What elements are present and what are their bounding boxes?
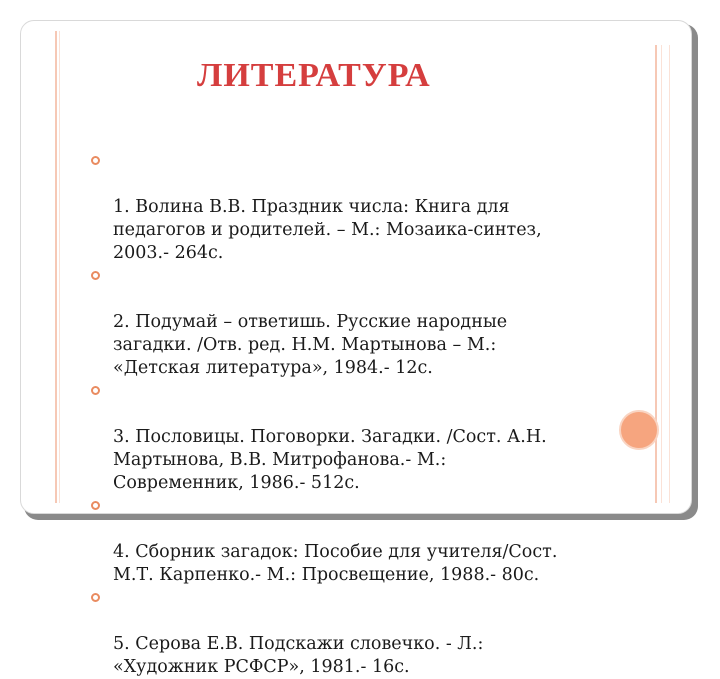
bibliography-item [91,150,631,265]
slide-title: ЛИТЕРАТУРА [197,57,431,94]
bibliography-item [91,495,631,587]
bibliography-item-text: 2. Подумай – ответишь. Русские народные загадки. /Отв. ред. Н.М. Мартынова – М.: «Детская литература», 1984.- 12с. [113,312,508,378]
bibliography-item-text: 1. Волина В.В. Праздник числа: Книга для педагогов и родителей. – М.: Мозаика-синтез, 2003.- 264с. [113,197,542,263]
bibliography-item [91,380,631,495]
right-decorative-rule-thin [661,45,662,503]
bullet-icon [91,501,100,510]
bibliography-item-text: 3. Пословицы. Поговорки. Загадки. /Сост. А.Н. Мартынова, В.В. Митрофанова.- М.: Современник, 1986.- 512с. [113,427,547,493]
bibliography-item-text: 5. Серова Е.В. Подскажи словечко. - Л.: «Художник РСФСР», 1981.- 16с. [113,634,484,677]
bullet-icon [91,593,100,602]
bibliography-item [91,265,631,380]
bibliography-item [91,587,631,679]
bullet-icon [91,156,100,165]
bullet-icon [91,271,100,280]
left-decorative-rule-thin [59,31,60,503]
slide [20,20,692,677]
left-decorative-rule [55,31,57,503]
bibliography-list [91,150,631,679]
bibliography-item-text: 4. Сборник загадок: Пособие для учителя/Сост. М.Т. Карпенко.- М.: Просвещение, 1988.- 80с. [113,542,558,585]
right-decorative-rule-outer [669,45,670,503]
bullet-icon [91,386,100,395]
